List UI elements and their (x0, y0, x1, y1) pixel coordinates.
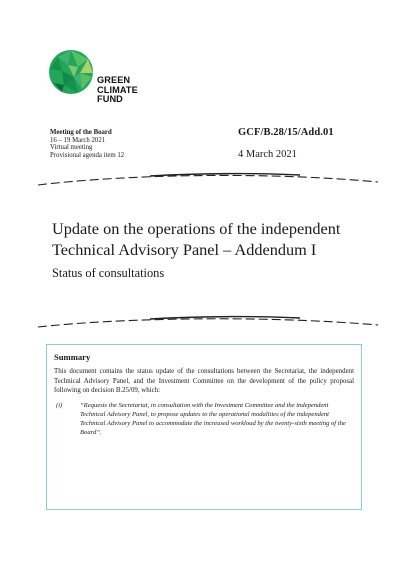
globe-logo-icon (48, 49, 94, 95)
bottom-divider-swoosh (0, 313, 413, 333)
summary-heading: Summary (54, 352, 91, 362)
summary-quote (54, 402, 354, 438)
logo-word-1: GREEN (97, 75, 131, 85)
quote-number: (i) (56, 402, 63, 410)
gcf-logo (48, 49, 148, 111)
document-date: 4 March 2021 (238, 149, 297, 160)
meeting-dates: 16 – 19 March 2021 (50, 136, 106, 144)
agenda-item: Provisional agenda item 12 (50, 151, 125, 159)
logo-word-2: CLIMATE (97, 84, 138, 95)
meeting-title: Meeting of the Board (50, 129, 112, 136)
quote-text: “Requests the Secretariat, in consultation with the Investment Committee and the independent Technical Advisory Panel, to propose updates to the operational modalities of the independent Technical Advisory Panel to accommodate the increased workload by the twenty-sixth meeting of the Board”. (80, 402, 346, 436)
logo-word-3: FUND (97, 94, 123, 105)
summary-box (46, 344, 362, 510)
meeting-venue: Virtual meeting (50, 144, 93, 152)
logo-wordmark (97, 76, 138, 105)
document-title: Update on the operations of the independent Technical Advisory Panel – Addendum I (52, 219, 341, 259)
summary-body: This document contains the status update of the consultations between the Secretariat, the independent Technical Advisory Panel, and the Investment Committee on the development of the policy proposal following on decision B.25/09, which: (54, 368, 354, 395)
document-subtitle: Status of consultations (52, 266, 165, 280)
meeting-info (50, 129, 124, 159)
top-divider-swoosh (0, 168, 413, 188)
document-reference: GCF/B.28/15/Add.01 (238, 127, 334, 138)
